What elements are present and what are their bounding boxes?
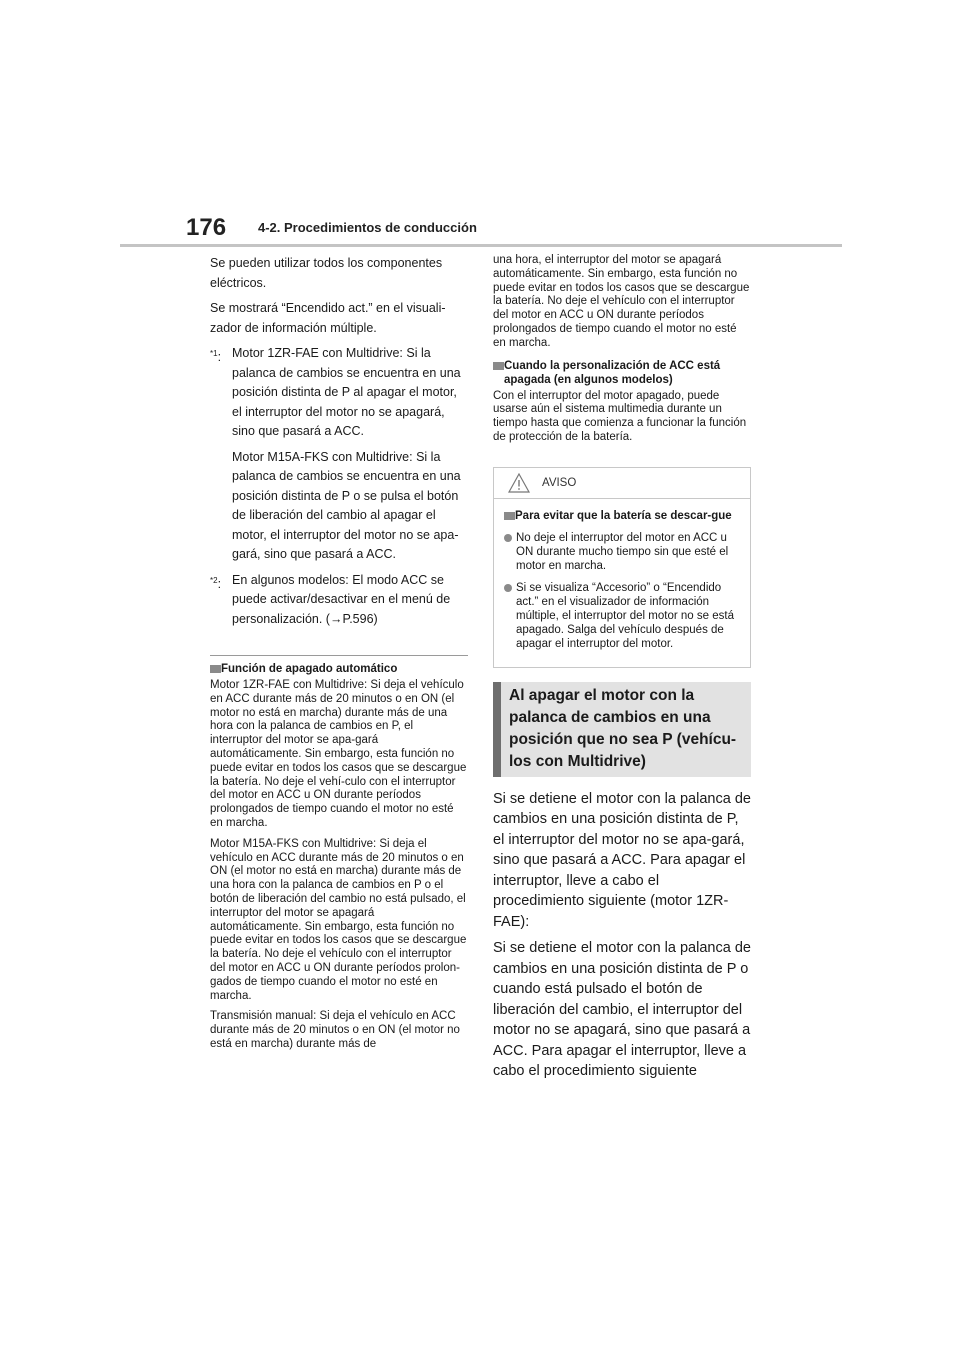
subheading-auto-off: Función de apagado automático	[210, 662, 468, 676]
footnote-1	[210, 344, 468, 571]
right-column	[493, 254, 751, 1088]
warning-item: No deje el interruptor del motor en ACC u ON durante mucho tiempo sin que esté el motor en marcha.	[504, 531, 742, 573]
footnote-2	[210, 571, 468, 636]
section-heading: Al apagar el motor con la palanca de cambios en una posición que no sea P (vehícu-los con Multidrive)	[509, 686, 737, 770]
warning-box	[493, 467, 751, 668]
circle-bullet-icon	[504, 534, 516, 573]
section-heading-box	[493, 682, 751, 777]
footnote-1-mark: $^{*1}$:	[210, 349, 222, 365]
page-reference-link[interactable]: P.596)	[342, 611, 378, 626]
intro-paragraph-2: Se mostrará “Encendido act.” en el visuali-zador de información múltiple.	[210, 301, 446, 335]
page-number: 176	[186, 214, 227, 241]
subheading-acc-off: Cuando la personalización de ACC está apagada (en algunos modelos)	[493, 359, 751, 387]
section-divider	[210, 655, 468, 656]
section-title: 4-2. Procedimientos de conducción	[258, 220, 477, 235]
body-paragraph: Con el interruptor del motor apagado, puede usarse aún el sistema multimedia durante un tiempo hasta que comienza a funcionar la función de protección de la batería.	[493, 389, 747, 443]
warning-item: Si se visualiza “Accesorio” o “Encendido act.” en el visualizador de información múltiple, el interruptor del motor no se está apagado. Salga del vehículo después de apagar el interruptor del motor.	[504, 581, 742, 651]
section-heading-bar	[493, 682, 501, 777]
body-paragraph: Transmisión manual: Si deja el vehículo en ACC durante más de 20 minutos o en ON (el motor no está en marcha) durante más de	[210, 1010, 460, 1050]
footnote-1-paragraph: Motor M15A-FKS con Multidrive: Si la palanca de cambios se encuentra en una posición distinta de P o se pulsa el botón de liberación del cambio al apagar el motor, el interruptor del motor no se apa-gará, sino que pasará a ACC.	[232, 449, 461, 561]
square-bullet-icon	[504, 512, 515, 520]
circle-bullet-icon	[504, 584, 516, 651]
square-bullet-icon	[210, 665, 221, 673]
footnote-1-paragraph: Motor 1ZR-FAE con Multidrive: Si la palanca de cambios se encuentra en una posición distinta de P al apagar el motor, el interruptor del motor no se apagará, sino que pasará a ACC.	[232, 346, 461, 438]
warning-label: AVISO	[542, 476, 577, 489]
warning-box-header	[494, 468, 750, 499]
body-paragraph: Motor 1ZR-FAE con Multidrive: Si deja el vehículo en ACC durante más de 20 minutos o en ON (el motor no está en marcha) durante más de una hora con la palanca de cambios en P, el interruptor del motor se apa-gará automáticamente. Sin embargo, esta función no puede evitar en todos los casos que se descargue la batería. No deje el vehí-culo con el interruptor del motor en ACC u ON durante períodos prolongados de tiempo cuando el motor no esté en marcha.	[210, 679, 467, 829]
warning-triangle-icon	[508, 473, 530, 493]
square-bullet-icon	[493, 362, 504, 370]
left-column	[210, 254, 468, 1059]
warning-heading: Para evitar que la batería se descar-gue	[504, 509, 742, 523]
body-paragraph: Si se detiene el motor con la palanca de cambios en una posición distinta de P, el interruptor del motor no se apa-gará, sino que pasará a ACC. Para apagar el interruptor, lleve a cabo el procedimiento siguiente (motor 1ZR-FAE):	[493, 790, 751, 930]
body-paragraph: Si se detiene el motor con la palanca de cambios en una posición distinta de P o cuando está pulsado el botón de liberación del cambio, el interruptor del motor no se apagará, sino que pasará a ACC. Para apagar el interruptor, lleve a cabo el procedimiento siguiente	[493, 940, 751, 1080]
footnote-2-text: En algunos modelos: El modo ACC se puede activar/desactivar en el menú de personalización. (	[232, 572, 451, 626]
continuation-paragraph: una hora, el interruptor del motor se apagará automáticamente. Sin embargo, esta función no puede evitar en todos los casos que se descargue la batería. No deje el vehículo con el interruptor del motor en ACC u ON durante períodos prolongados de tiempo cuando el motor no esté en marcha.	[493, 254, 750, 349]
header-divider	[120, 244, 842, 247]
footnote-2-mark: $^{*2}$:	[210, 575, 222, 591]
body-paragraph: Motor M15A-FKS con Multidrive: Si deja el vehículo en ACC durante más de 20 minutos o en ON (el motor no está en marcha) durante más de una hora con la palanca de cambios en P o el botón de liberación del cambio no está pulsado, el interruptor del motor se apagará automáticamente. Sin embargo, esta función no puede evitar en todos los casos que se descargue la batería. No deje el vehículo con el interruptor del motor en ACC u ON durante períodos prolon-gados de tiempo cuando el motor no esté en marcha.	[210, 837, 467, 1002]
intro-paragraph-1: Se pueden utilizar todos los componentes eléctricos.	[210, 256, 443, 290]
reference-arrow-icon: →	[329, 611, 343, 626]
